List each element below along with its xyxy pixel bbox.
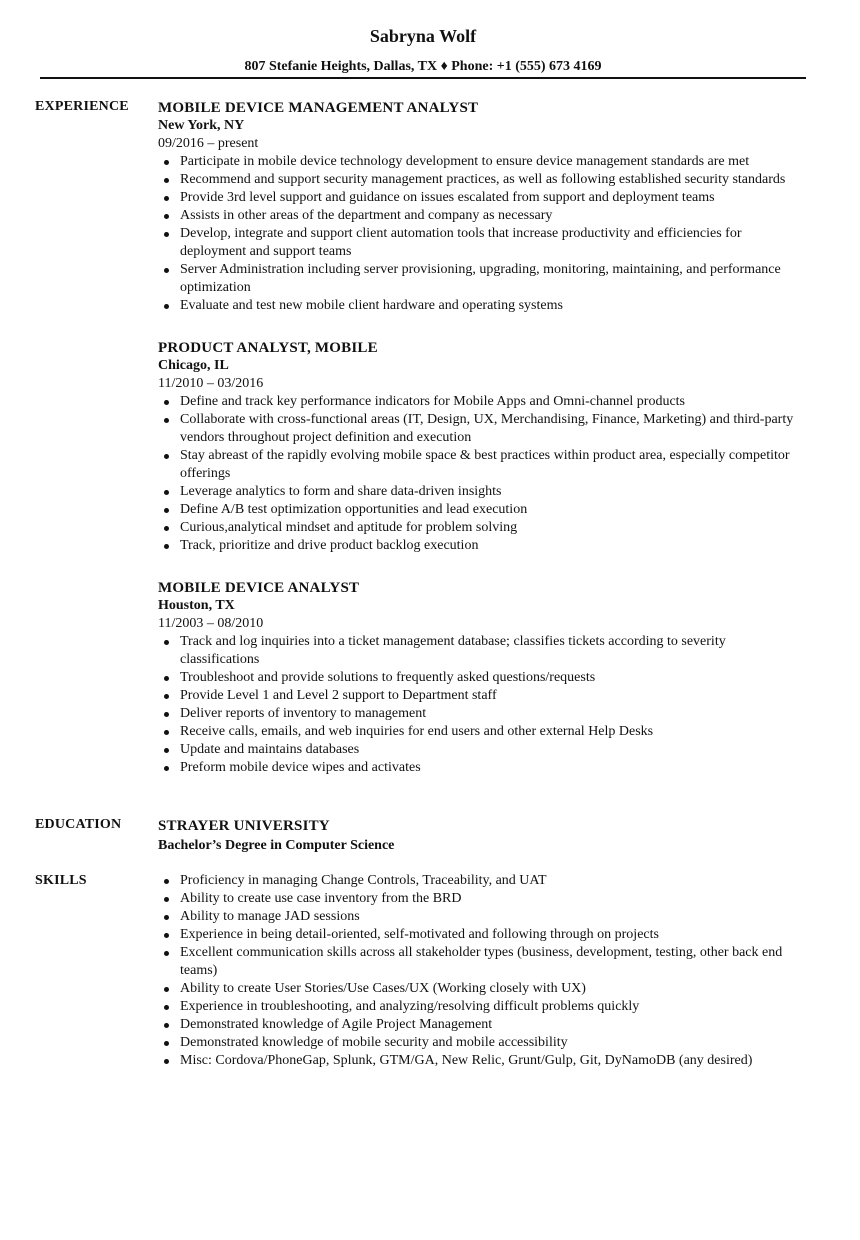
skills-section — [158, 872, 808, 1070]
bullet-item — [158, 411, 808, 447]
bullet-item — [158, 759, 808, 777]
bullet-text: Develop, integrate and support client automation tools that increase productivity and efficiencies for deployment and support teams — [180, 226, 742, 259]
bullet-item — [158, 447, 808, 483]
job-dates: 11/2003 – 08/2010 — [158, 616, 264, 631]
bullet-text: Provide Level 1 and Level 2 support to Department staff — [180, 688, 497, 703]
job-location: New York, NY — [158, 118, 245, 133]
job-location: Chicago, IL — [158, 358, 229, 373]
bullet-text: Receive calls, emails, and web inquiries for end users and other external Help Desks — [180, 724, 654, 739]
header-divider — [40, 77, 806, 79]
bullet-item — [158, 153, 808, 171]
skill-text: Ability to create use case inventory from the BRD — [180, 891, 462, 906]
bullet-item — [158, 501, 808, 519]
bullet-item — [158, 393, 808, 411]
skill-text: Demonstrated knowledge of Agile Project Management — [180, 1017, 493, 1032]
bullet-text: Server Administration including server provisioning, upgrading, monitoring, maintaining, and performance optimization — [180, 262, 781, 295]
bullet-item — [158, 207, 808, 225]
skill-item — [158, 1052, 808, 1070]
bullet-text: Curious,analytical mindset and aptitude for problem solving — [180, 520, 518, 535]
bullet-icon — [164, 951, 169, 956]
bullet-item — [158, 669, 808, 687]
bullet-icon — [164, 987, 169, 992]
bullet-icon — [164, 1023, 169, 1028]
resume-name: Sabryna Wolf — [369, 26, 477, 46]
bullet-text: Define and track key performance indicators for Mobile Apps and Omni-channel products — [180, 394, 685, 409]
skill-text: Excellent communication skills across all stakeholder types (business, development, testing, other back end teams) — [180, 945, 783, 978]
bullet-icon — [164, 454, 169, 459]
bullet-icon — [164, 160, 169, 165]
bullet-text: Preform mobile device wipes and activates — [180, 760, 421, 775]
job-bullet-list — [158, 633, 808, 777]
bullet-item — [158, 687, 808, 705]
bullet-icon — [164, 640, 169, 645]
bullet-text: Collaborate with cross-functional areas (IT, Design, UX, Merchandising, Finance, Marketing) and third-party vendors throughout project definition and execution — [180, 412, 794, 445]
job-entry — [158, 579, 808, 777]
bullet-item — [158, 189, 808, 207]
job-title: MOBILE DEVICE ANALYST — [158, 580, 360, 596]
job-bullet-list — [158, 153, 808, 315]
bullet-item — [158, 741, 808, 759]
resume-contact: 807 Stefanie Heights, Dallas, TX ♦ Phone: +1 (555) 673 4169 — [244, 59, 602, 74]
skill-item — [158, 944, 808, 980]
skills-heading: SKILLS — [35, 873, 87, 888]
bullet-icon — [164, 526, 169, 531]
bullet-text: Evaluate and test new mobile client hardware and operating systems — [180, 298, 563, 313]
bullet-item — [158, 297, 808, 315]
bullet-icon — [164, 730, 169, 735]
bullet-text: Recommend and support security management practices, as well as following established security standards — [180, 172, 786, 187]
skill-text: Misc: Cordova/PhoneGap, Splunk, GTM/GA, New Relic, Grunt/Gulp, Git, DyNamoDB (any desired) — [180, 1053, 753, 1068]
skill-text: Proficiency in managing Change Controls, Traceability, and UAT — [180, 873, 547, 888]
bullet-item — [158, 483, 808, 501]
bullet-text: Provide 3rd level support and guidance on issues escalated from support and deployment teams — [180, 190, 715, 205]
bullet-icon — [164, 915, 169, 920]
skill-item — [158, 1016, 808, 1034]
bullet-icon — [164, 544, 169, 549]
experience-heading: EXPERIENCE — [35, 99, 129, 114]
bullet-text: Track and log inquiries into a ticket management database; classifies tickets according to severity classifications — [180, 634, 726, 667]
bullet-icon — [164, 196, 169, 201]
skill-text: Experience in being detail-oriented, self-motivated and following through on projects — [180, 927, 659, 942]
job-title: PRODUCT ANALYST, MOBILE — [158, 340, 378, 356]
bullet-text: Troubleshoot and provide solutions to frequently asked questions/requests — [180, 670, 596, 685]
skill-item — [158, 980, 808, 998]
job-entry — [158, 99, 808, 315]
bullet-icon — [164, 1005, 169, 1010]
bullet-icon — [164, 694, 169, 699]
bullet-text: Leverage analytics to form and share data-driven insights — [180, 484, 502, 499]
bullet-icon — [164, 897, 169, 902]
bullet-item — [158, 633, 808, 669]
bullet-item — [158, 723, 808, 741]
job-bullet-list — [158, 393, 808, 555]
job-entry — [158, 339, 808, 555]
skill-text: Ability to create User Stories/Use Cases/UX (Working closely with UX) — [180, 981, 586, 996]
bullet-text: Track, prioritize and drive product backlog execution — [180, 538, 479, 553]
experience-section — [158, 99, 808, 801]
bullet-icon — [164, 1041, 169, 1046]
job-dates: 11/2010 – 03/2016 — [158, 376, 264, 391]
skill-item — [158, 908, 808, 926]
education-school: STRAYER UNIVERSITY — [158, 818, 330, 834]
skill-text: Experience in troubleshooting, and analyzing/resolving difficult problems quickly — [180, 999, 640, 1014]
skill-item — [158, 872, 808, 890]
bullet-text: Participate in mobile device technology development to ensure device management standards are met — [180, 154, 750, 169]
bullet-icon — [164, 676, 169, 681]
skill-item — [158, 998, 808, 1016]
job-dates: 09/2016 – present — [158, 136, 259, 151]
skill-item — [158, 1034, 808, 1052]
bullet-icon — [164, 400, 169, 405]
bullet-icon — [164, 748, 169, 753]
bullet-icon — [164, 766, 169, 771]
bullet-item — [158, 171, 808, 189]
bullet-icon — [164, 178, 169, 183]
bullet-icon — [164, 214, 169, 219]
bullet-icon — [164, 268, 169, 273]
skill-text: Demonstrated knowledge of mobile security and mobile accessibility — [180, 1035, 568, 1050]
education-degree: Bachelor’s Degree in Computer Science — [158, 838, 395, 853]
bullet-icon — [164, 304, 169, 309]
experience-list — [158, 99, 808, 777]
bullet-text: Define A/B test optimization opportunities and lead execution — [180, 502, 528, 517]
bullet-icon — [164, 1059, 169, 1064]
skill-text: Ability to manage JAD sessions — [180, 909, 360, 924]
bullet-item — [158, 705, 808, 723]
bullet-item — [158, 225, 808, 261]
bullet-text: Deliver reports of inventory to management — [180, 706, 427, 721]
bullet-icon — [164, 508, 169, 513]
education-section — [158, 817, 808, 855]
bullet-icon — [164, 933, 169, 938]
skill-item — [158, 926, 808, 944]
bullet-icon — [164, 490, 169, 495]
bullet-text: Stay abreast of the rapidly evolving mobile space & best practices within product area, especially competitor offerings — [180, 448, 790, 481]
bullet-icon — [164, 879, 169, 884]
bullet-item — [158, 537, 808, 555]
bullet-item — [158, 261, 808, 297]
job-location: Houston, TX — [158, 598, 235, 613]
bullet-icon — [164, 232, 169, 237]
bullet-text: Assists in other areas of the department and company as necessary — [180, 208, 553, 223]
job-title: MOBILE DEVICE MANAGEMENT ANALYST — [158, 100, 479, 116]
bullet-item — [158, 519, 808, 537]
bullet-icon — [164, 418, 169, 423]
education-heading: EDUCATION — [35, 817, 122, 832]
skills-list — [158, 872, 808, 1070]
bullet-icon — [164, 712, 169, 717]
bullet-text: Update and maintains databases — [180, 742, 360, 757]
skill-item — [158, 890, 808, 908]
